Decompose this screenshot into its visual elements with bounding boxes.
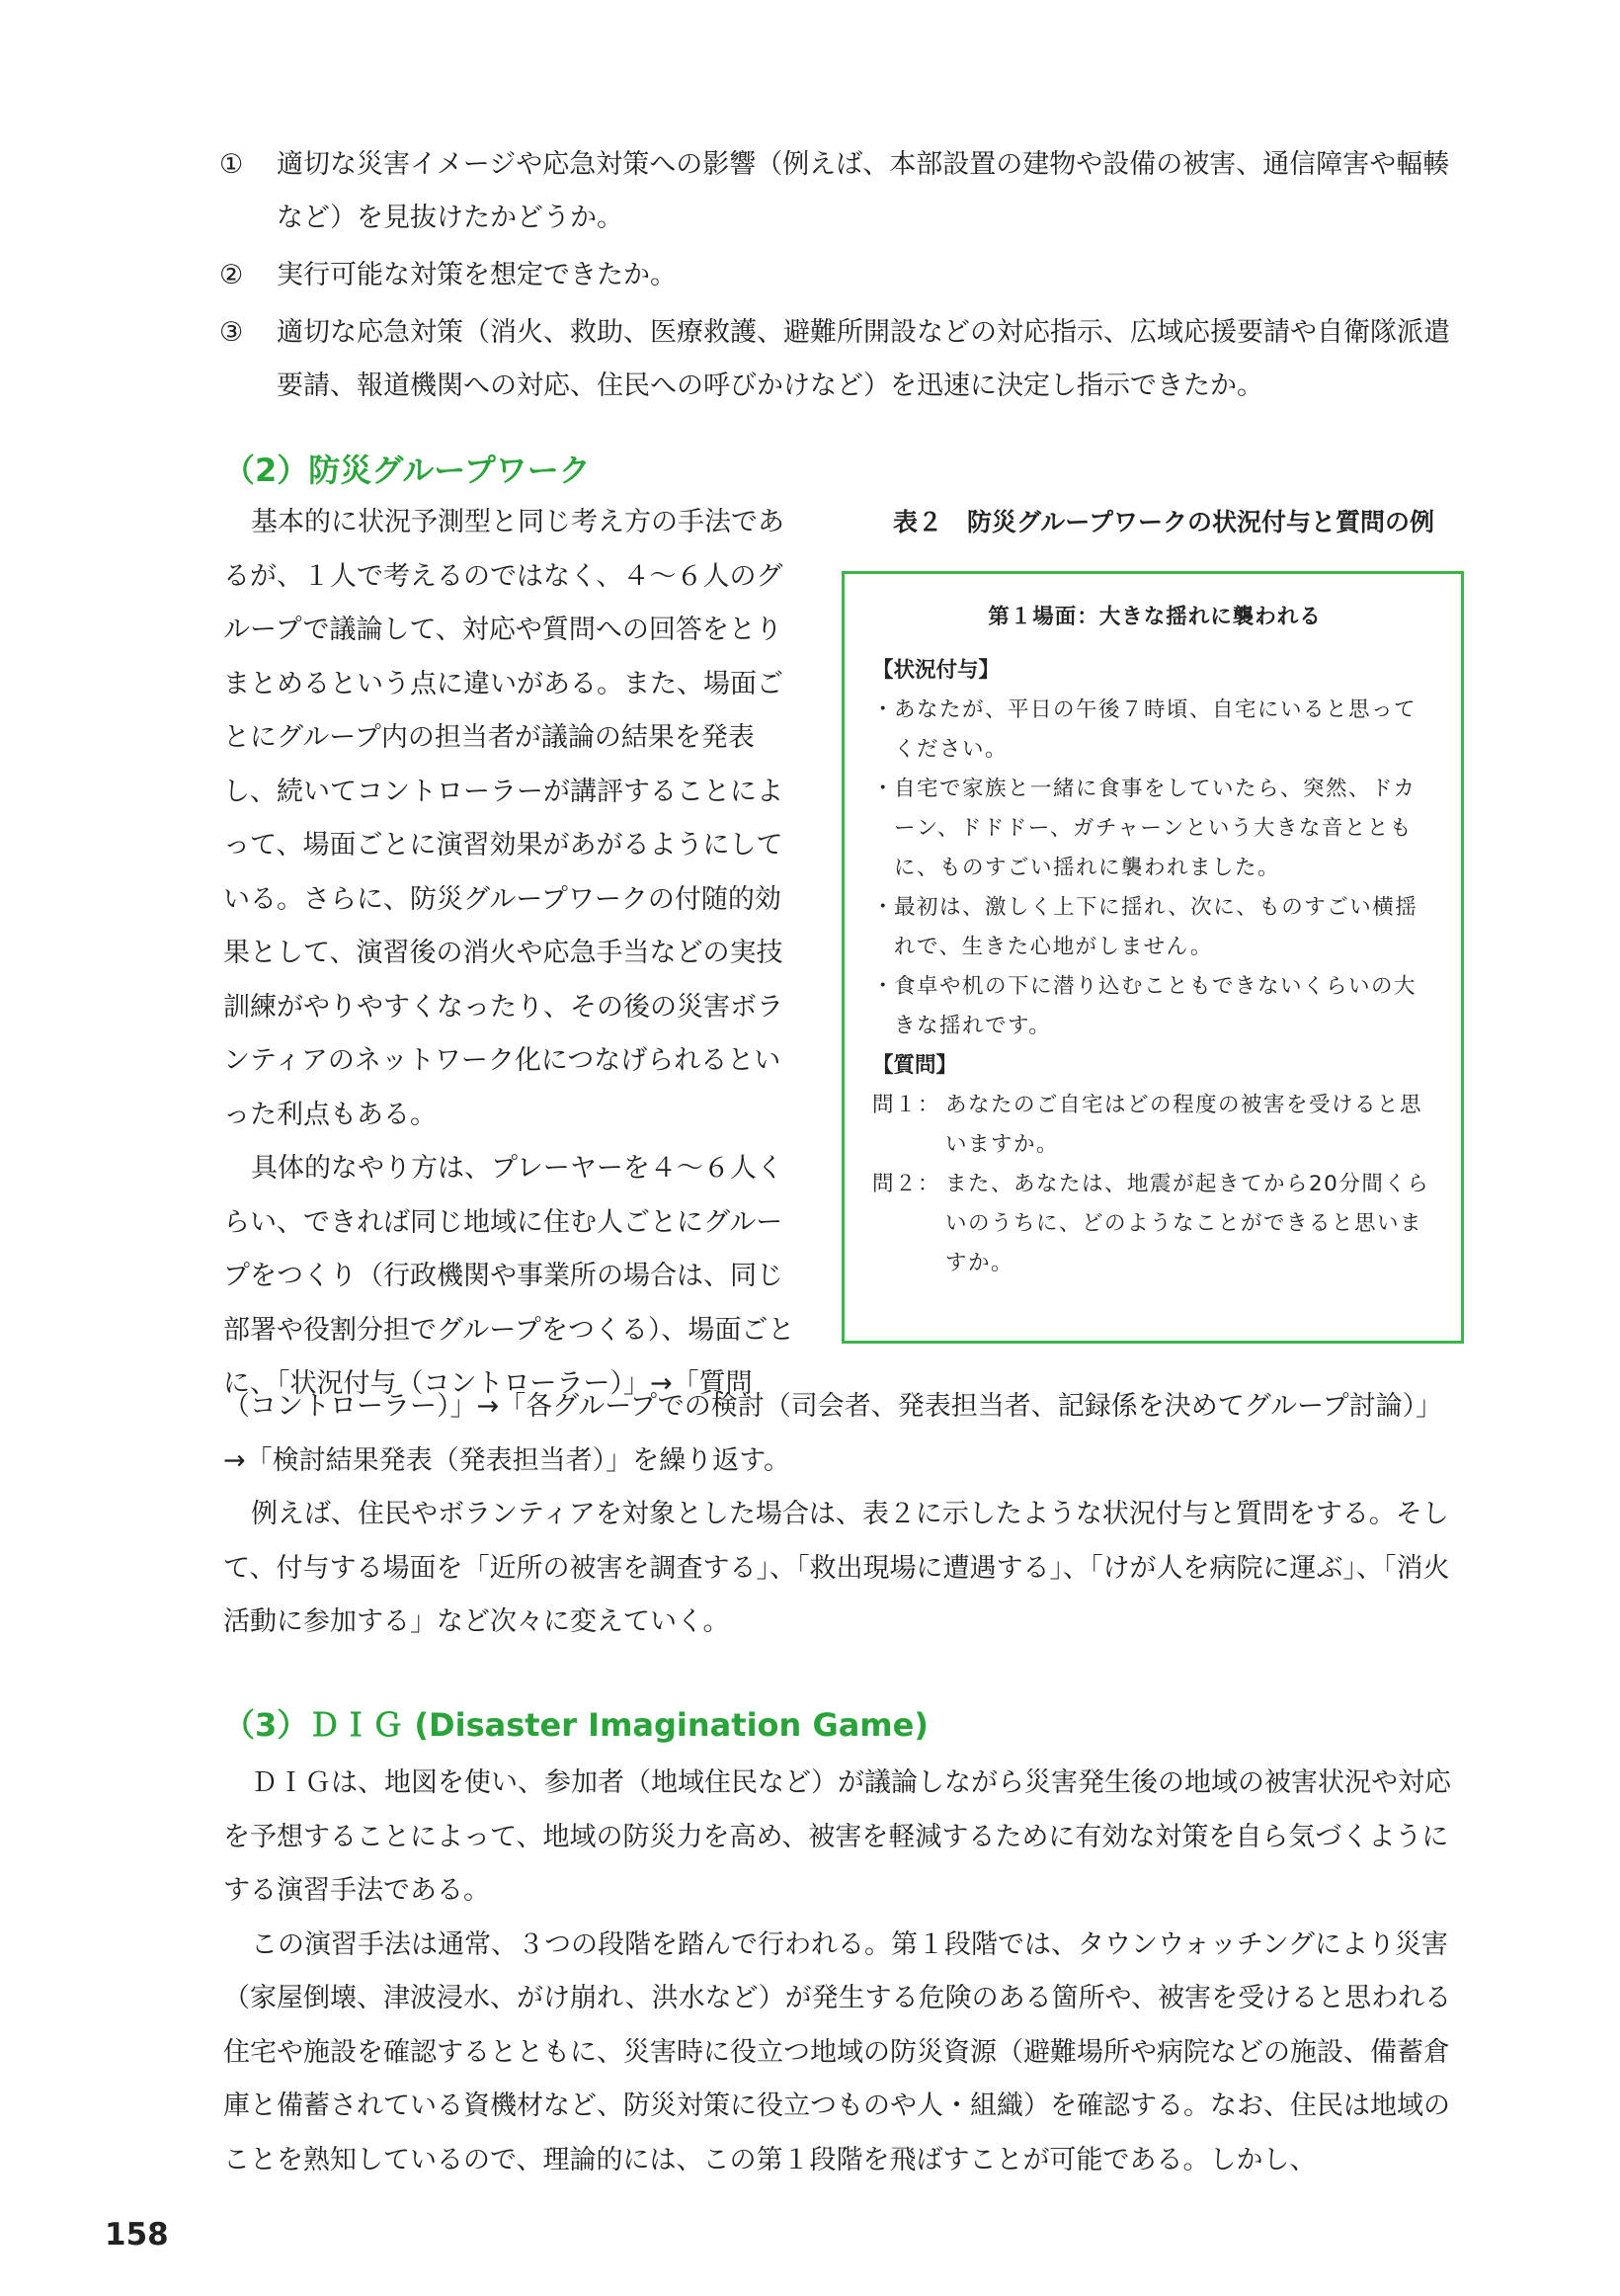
- list-number: ①: [219, 149, 244, 180]
- status-bullet: [872, 967, 1437, 1046]
- paragraph: 具体的なやり方は、プレーヤーを４～６人くらい、できれば同じ地域に住む人ごとにグループをつくり（行政機関や事業所の場合は、同じ部署や役割分担でグループをつくる）、場面ごとに、「状況付与（コントローラー）」→「質問: [223, 1153, 795, 1399]
- bullet-dot-icon: ・: [872, 777, 896, 801]
- scenario-table-box: [842, 571, 1464, 1344]
- status-bullet: [872, 770, 1437, 888]
- status-bullet: [872, 691, 1437, 770]
- paragraph: ＤＩＧは、地図を使い、参加者（地域住民など）が議論しながら災害発生後の地域の被害状況や対応を予想することによって、地域の防災力を高め、被害を軽減するために有効な対策を自ら気づくようにする演習手法である。: [223, 1767, 1451, 1906]
- bullet-dot-icon: ・: [872, 895, 896, 920]
- list-text: 適切な災害イメージや応急対策への影響（例えば、本部設置の建物や設備の被害、通信障害や輻輳など）を見抜けたかどうか。: [277, 149, 1450, 233]
- body-column-left: [223, 496, 806, 1412]
- evaluation-criteria-list: [219, 138, 1464, 417]
- paragraph: （コントローラー）」→「各グループでの検討（司会者、発表担当者、記録係を決めてグループ討論）」→「検討結果発表（発表担当者）」を繰り返す。: [223, 1391, 1443, 1476]
- question-text: あなたのご自宅はどの程度の被害を受けると思いますか。: [945, 1093, 1423, 1157]
- bullet-dot-icon: ・: [872, 974, 896, 999]
- bullet-text: 最初は、激しく上下に揺れ、次に、ものすごい横揺れで、生きた心地がしません。: [894, 895, 1418, 959]
- paragraph: 例えば、住民やボランティアを対象とした場合は、表２に示したような状況付与と質問をする。そして、付与する場面を「近所の被害を調査する」、「救出現場に遭遇する」、「けが人を病院に運ぶ」、「消火活動に参加する」など次々に変えていく。: [223, 1499, 1450, 1637]
- question-label: 問１：: [872, 1093, 941, 1117]
- bullet-dot-icon: ・: [872, 697, 896, 722]
- list-text: 適切な応急対策（消火、救助、医療救護、避難所開設などの対応指示、広域応援要請や自衛隊派遣要請、報道機関への対応、住民への呼びかけなど）を迅速に決定し指示できたか。: [277, 317, 1450, 401]
- question-item: [872, 1086, 1437, 1165]
- scene-title: 第１場面：大きな揺れに襲われる: [988, 605, 1322, 629]
- body-full-width-1: [223, 1380, 1464, 1650]
- list-item: [219, 138, 1464, 245]
- question-text: また、あなたは、地震が起きてから20分間くらいのうちに、どのようなことができると思いますか。: [945, 1172, 1430, 1275]
- list-item: [219, 249, 1464, 302]
- body-full-width-2: [223, 1757, 1464, 2187]
- bullet-text: 食卓や机の下に潜り込むこともできないくらいの大きな揺れです。: [894, 974, 1418, 1038]
- list-number: ②: [219, 260, 244, 290]
- section-heading-dig: （3）ＤＩＧ (Disaster Imagination Game): [223, 1706, 929, 1744]
- list-number: ③: [219, 317, 244, 348]
- page-number: 158: [105, 2217, 169, 2253]
- paragraph: この演習手法は通常、３つの段階を踏んで行われる。第１段階では、タウンウォッチングにより災害（家屋倒壊、津波浸水、がけ崩れ、洪水など）が発生する危険のある箇所や、被害を受けると思われる住宅や施設を確認するとともに、災害時に役立つ地域の防災資源（避難場所や病院などの施設、備蓄倉庫と備蓄されている資機材など、防災対策に役立つものや人・組織）を確認する。なお、住民は地域のことを熟知しているので、理論的には、この第１段階を飛ばすことが可能である。しかし、: [223, 1928, 1452, 2175]
- question-heading: 【質問】: [872, 1053, 958, 1078]
- table-caption: 表２ 防災グループワークの状況付与と質問の例: [893, 508, 1435, 536]
- list-item: [219, 306, 1464, 413]
- section-heading-group-work: （2）防災グループワーク: [223, 451, 591, 489]
- question-item: [872, 1165, 1437, 1283]
- list-text: 実行可能な対策を想定できたか。: [277, 260, 677, 290]
- status-heading: 【状況付与】: [872, 658, 1001, 683]
- paragraph: 基本的に状況予測型と同じ考え方の手法であるが、１人で考えるのではなく、４～６人のグループで議論して、対応や質問への回答をとりまとめるという点に違いがある。また、場面ごとにグループ内の担当者が議論の結果を発表し、続いてコントローラーが講評することによって、場面ごとに演習効果があがるようにしている。さらに、防災グループワークの付随的効果として、演習後の消火や応急手当などの実技訓練がやりやすくなったり、その後の災害ボランティアのネットワーク化につなげられるといった利点もある。: [223, 507, 784, 1130]
- question-label: 問２：: [872, 1172, 941, 1196]
- bullet-text: あなたが、平日の午後７時頃、自宅にいると思ってください。: [894, 697, 1418, 762]
- status-bullet: [872, 888, 1437, 967]
- bullet-text: 自宅で家族と一緒に食事をしていたら、突然、ドカーン、ドドドー、ガチャーンという大きな音とともに、ものすごい揺れに襲われました。: [894, 777, 1417, 880]
